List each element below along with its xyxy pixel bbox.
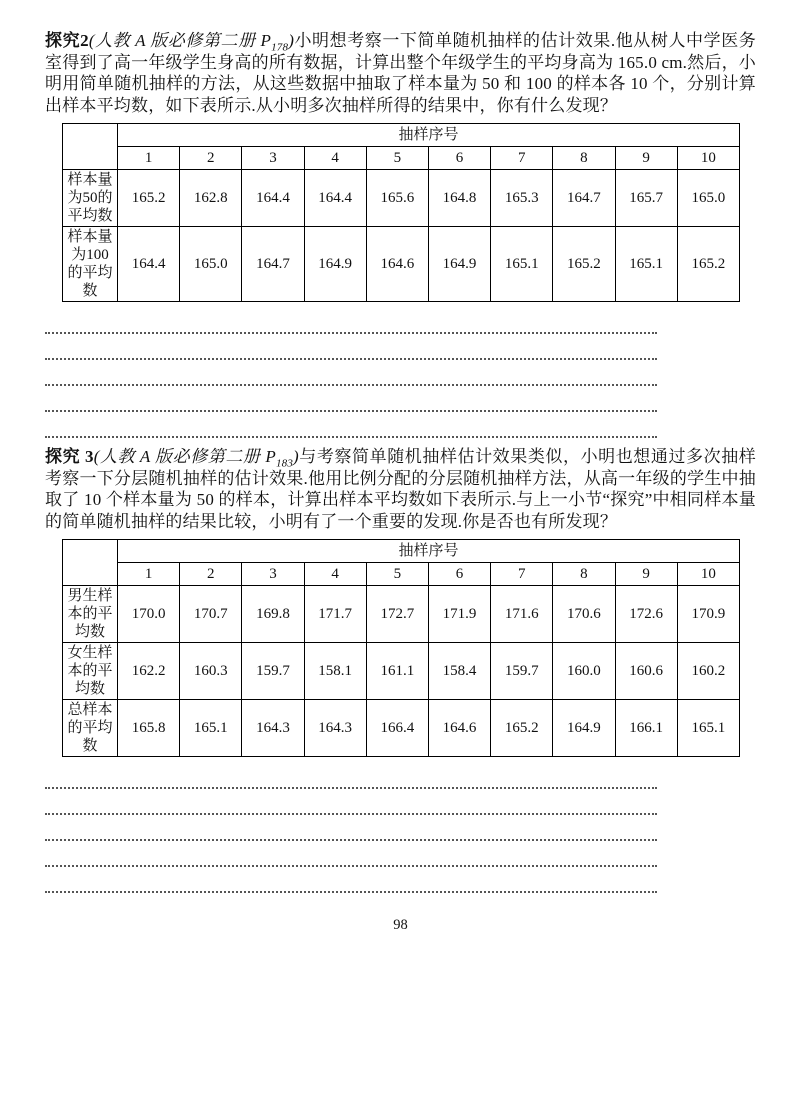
table-cell: 158.1 [304,643,366,700]
section-source-reference [88,31,295,54]
column-header: 2 [180,563,242,586]
table-corner-cell [63,124,118,170]
table-cell: 170.0 [118,586,180,643]
table-cell: 159.7 [491,643,553,700]
table-cell: 166.1 [615,700,677,757]
section-body-text: 小明想考察一下简单随机抽样的估计效果.他从树人中学医务室得到了高一年级学生身高的所有数据，计算出整个年级学生的平均身高为 165.0 cm.然后，小明用简单随机抽样的方法，从这些数据中抽取了样本量为 50 和 100 的样本各 10 个，分别计算出样本平均数，如下表所示.从小明多次抽样所得的结果中，你有什么发现？ [45,31,756,115]
answer-line [45,334,657,360]
column-header: 1 [118,563,180,586]
column-header: 6 [428,147,490,170]
row-label: 总样本的平均数 [63,700,118,757]
column-header: 9 [615,563,677,586]
source-text: (人教 A 版必修第二册 P [93,447,276,466]
table-cell: 164.9 [428,227,490,302]
simple-random-sampling-table [62,123,740,302]
answer-line [45,841,657,867]
table-cell: 165.1 [615,227,677,302]
table-cell: 165.7 [615,170,677,227]
table-cell: 164.3 [242,700,304,757]
span-header-cell: 抽样序号 [118,540,740,563]
table-cell: 170.7 [180,586,242,643]
table-row-female-sample [63,643,740,700]
column-header: 7 [491,563,553,586]
column-header: 8 [553,563,615,586]
span-header-cell: 抽样序号 [118,124,740,147]
section-body-text: 与考察简单随机抽样估计效果类似，小明也想通过多次抽样考察一下分层随机抽样的估计效果.他用比例分配的分层随机抽样方法，从高一年级的学生中抽取了 10 个样本量为 50 的样本，计算出样本平均数如下表所示.与上一小节“探究”中相同样本量的简单随机抽样的结果比较，小明有了一个重要的发现.你是否也有所发现？ [45,447,756,531]
column-header: 1 [118,147,180,170]
table-cell: 161.1 [366,643,428,700]
row-label: 男生样本的平均数 [63,586,118,643]
page-number: 98 [393,917,408,933]
column-header: 10 [677,563,739,586]
table-cell: 171.9 [428,586,490,643]
table-cell: 165.6 [366,170,428,227]
table-header-row [63,124,740,147]
answer-line [45,763,657,789]
source-page-subscript: 178 [271,41,289,54]
table-cell: 164.3 [304,700,366,757]
column-header: 7 [491,147,553,170]
column-header: 5 [366,563,428,586]
table-cell: 160.2 [677,643,739,700]
table-cell: 164.4 [118,227,180,302]
section-2-paragraph [45,30,756,116]
table-cell: 159.7 [242,643,304,700]
table-cell: 162.8 [180,170,242,227]
column-header: 10 [677,147,739,170]
table-cell: 164.6 [428,700,490,757]
table-cell: 160.0 [553,643,615,700]
table-cell: 165.0 [180,227,242,302]
section-heading: 探究 3 [45,447,94,466]
table-cell: 165.1 [491,227,553,302]
table-cell: 164.7 [553,170,615,227]
table-cell: 165.3 [491,170,553,227]
table-header-row [63,540,740,563]
column-header: 4 [304,563,366,586]
table-cell: 172.7 [366,586,428,643]
section-exploration-2 [45,30,756,446]
table-cell: 170.6 [553,586,615,643]
table-cell: 171.7 [304,586,366,643]
table-cell: 162.2 [118,643,180,700]
column-header: 3 [242,563,304,586]
table-cell: 164.7 [242,227,304,302]
source-close: ) [293,447,299,466]
section-3-paragraph [45,446,756,532]
table-cell: 165.1 [180,700,242,757]
answer-line [45,412,657,438]
table-cell: 169.8 [242,586,304,643]
table-column-numbers-row [63,147,740,170]
table-corner-cell [63,540,118,586]
table-cell: 165.8 [118,700,180,757]
table-row-total-sample [63,700,740,757]
table-cell: 164.6 [366,227,428,302]
row-label: 样本量为100的平均数 [63,227,118,302]
table-cell: 164.8 [428,170,490,227]
column-header: 2 [180,147,242,170]
answer-line [45,360,657,386]
source-close: ) [288,31,295,50]
table-cell: 165.1 [677,700,739,757]
section-exploration-3 [45,446,756,901]
answer-line [45,386,657,412]
table-cell: 164.9 [553,700,615,757]
table-cell: 165.2 [553,227,615,302]
table-cell: 166.4 [366,700,428,757]
table-row-sample-50 [63,170,740,227]
source-page-subscript: 183 [275,457,294,470]
answer-line [45,308,657,334]
column-header: 5 [366,147,428,170]
table-cell: 160.3 [180,643,242,700]
column-header: 4 [304,147,366,170]
answer-line [45,815,657,841]
table-row-sample-100 [63,227,740,302]
answer-line [45,867,657,893]
table-cell: 165.2 [491,700,553,757]
table-cell: 165.2 [677,227,739,302]
row-label: 样本量为50的平均数 [63,170,118,227]
table-row-male-sample [63,586,740,643]
section-heading: 探究2 [45,31,89,50]
table-cell: 165.2 [118,170,180,227]
table-cell: 164.4 [304,170,366,227]
table-column-numbers-row [63,563,740,586]
table-cell: 170.9 [677,586,739,643]
answer-line [45,789,657,815]
stratified-sampling-table [62,539,740,757]
answer-area [45,761,756,901]
row-label: 女生样本的平均数 [63,643,118,700]
column-header: 6 [428,563,490,586]
answer-area [45,306,756,446]
table-cell: 165.0 [677,170,739,227]
table-cell: 172.6 [615,586,677,643]
table-cell: 164.4 [242,170,304,227]
table-cell: 164.9 [304,227,366,302]
column-header: 3 [242,147,304,170]
section-source-reference [93,447,299,470]
table-cell: 158.4 [428,643,490,700]
source-text: (人教 A 版必修第二册 P [88,31,272,50]
table-cell: 171.6 [491,586,553,643]
table-cell: 160.6 [615,643,677,700]
column-header: 8 [553,147,615,170]
column-header: 9 [615,147,677,170]
